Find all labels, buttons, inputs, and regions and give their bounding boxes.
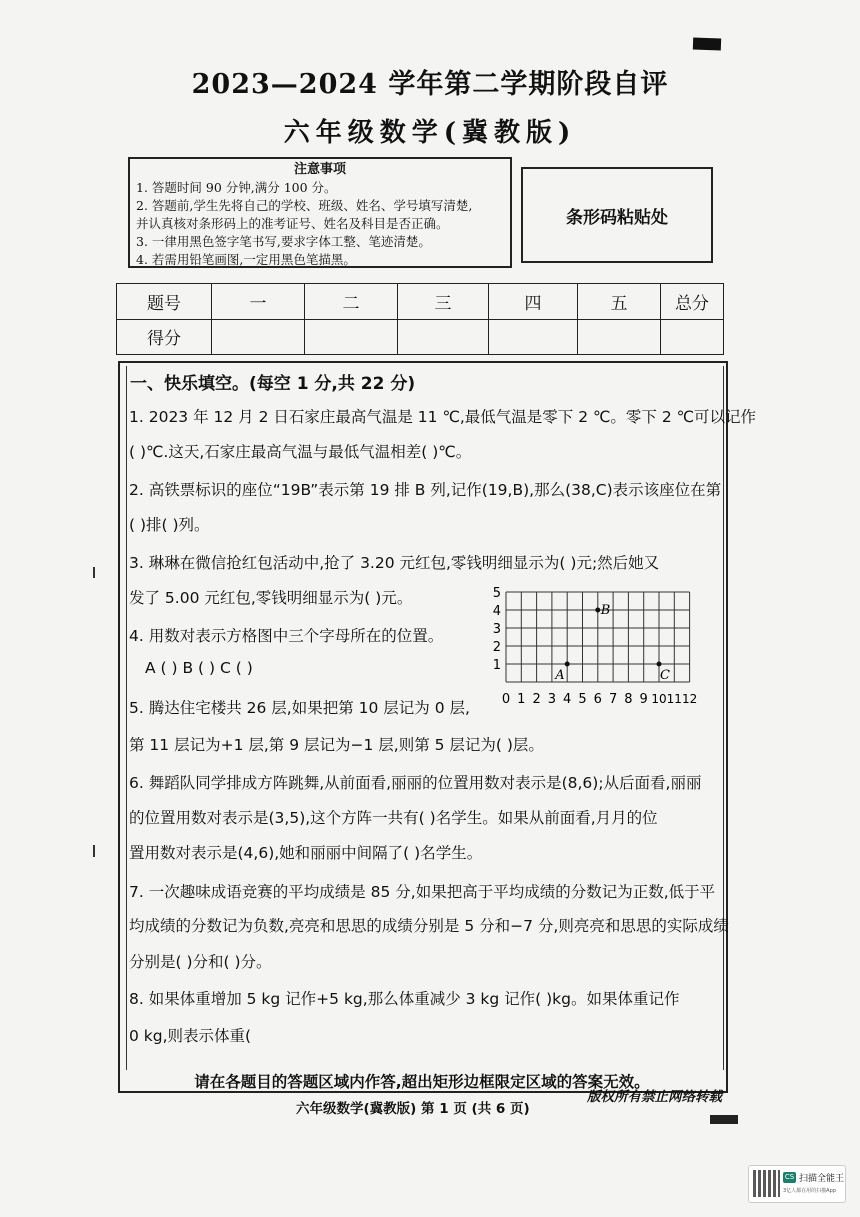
grid-point-b [595, 608, 600, 613]
notice-line: 2. 答题前,学生先将自己的学校、班级、姓名、学号填写清楚, [136, 198, 473, 213]
x-tick-label: 4 [563, 692, 572, 707]
coordinate-grid [488, 586, 700, 712]
scanner-badge: CS [784, 1173, 795, 1181]
y-tick-label: 1 [492, 658, 501, 673]
grid-point-label: C [660, 668, 670, 683]
score-cell: 五 [578, 284, 661, 320]
margin-mark [93, 567, 95, 578]
score-cell: 题号 [117, 284, 212, 320]
question-line: 8. 如果体重增加 5 kg 记作+5 kg,那么体重减少 3 kg 记作( )kg。如果体重记作 [129, 990, 680, 1008]
score-input[interactable] [661, 319, 724, 355]
question-line: ( )排( )列。 [129, 516, 210, 534]
notice-box [128, 157, 512, 268]
page-subtitle: 六年级数学(冀教版) [283, 118, 577, 148]
question-line: 发了 5.00 元红包,零钱明细显示为( )元。 [129, 589, 413, 607]
question-line: 置用数对表示是(4,6),她和丽丽中间隔了( )名学生。 [129, 844, 483, 862]
notice-line: 3. 一律用黑色签字笔书写,要求字体工整、笔迹清楚。 [136, 234, 431, 249]
y-tick-label: 2 [492, 640, 501, 655]
warning-text: 请在各题目的答题区域内作答,超出矩形边框限定区域的答案无效。 [194, 1073, 650, 1091]
score-cell: 三 [398, 284, 489, 320]
score-input[interactable] [489, 319, 578, 355]
question-line: 3. 琳琳在微信抢红包活动中,抢了 3.20 元红包,零钱明细显示为( )元;然后她又 [129, 554, 660, 572]
copyright-text: 版权所有禁止网络转载 [587, 1089, 722, 1105]
x-tick-label: 10 [651, 692, 667, 706]
y-tick-label: 3 [492, 622, 501, 637]
score-input[interactable] [305, 319, 398, 355]
grid-point-label: A [555, 668, 565, 683]
page-footer: 六年级数学(冀教版) 第 1 页 (共 6 页) [296, 1101, 530, 1117]
x-tick-label: 5 [578, 692, 587, 707]
grid-y-ticks [493, 586, 501, 673]
question-line: 分别是( )分和( )分。 [129, 953, 272, 971]
notice-line: 并认真核对条形码上的准考证号、姓名及科目是否正确。 [136, 216, 449, 231]
question-line: 4. 用数对表示方格图中三个字母所在的位置。 [129, 627, 444, 645]
x-tick-label: 11 [666, 692, 682, 706]
score-input[interactable] [212, 319, 305, 355]
question-line: A ( ) B ( ) C ( ) [145, 659, 253, 677]
question-line: 7. 一次趣味成语竞赛的平均成绩是 85 分,如果把高于平均成绩的分数记为正数,低于平 [129, 883, 716, 901]
scanner-subtitle: 3亿人都在用的扫描App [783, 1188, 836, 1194]
notice-line: 4. 若需用铅笔画图,一定用黑色笔描黑。 [136, 252, 356, 267]
footer-mark [710, 1115, 738, 1124]
barcode-label: 条形码粘贴处 [566, 207, 668, 228]
score-value-row [117, 319, 724, 355]
score-cell: 二 [305, 284, 398, 320]
barcode-area [521, 167, 713, 263]
x-tick-label: 9 [639, 692, 648, 707]
x-tick-label: 6 [593, 692, 602, 707]
x-tick-label: 8 [624, 692, 633, 707]
question-line: 1. 2023 年 12 月 2 日石家庄最高气温是 11 ℃,最低气温是零下 2 ℃。零下 2 ℃可以记作 [129, 408, 757, 426]
x-tick-label: 0 [501, 692, 511, 707]
grid-point-a [565, 662, 570, 667]
question-line: 均成绩的分数记为负数,亮亮和思思的成绩分别是 5 分和−7 分,则亮亮和思思的实际成绩 [129, 917, 729, 935]
score-cell: 总分 [661, 284, 724, 320]
grid-point-label: B [600, 603, 611, 618]
grid-x-ticks [502, 692, 697, 707]
x-tick-label: 7 [608, 692, 618, 707]
score-input[interactable] [398, 319, 489, 355]
question-line: 第 11 层记为+1 层,第 9 层记为−1 层,则第 5 层记为( )层。 [129, 736, 544, 754]
section-title: 一、快乐填空。(每空 1 分,共 22 分) [130, 374, 416, 394]
scanner-watermark [748, 1165, 846, 1203]
page-title: 2023—2024 学年第二学期阶段自评 [191, 69, 669, 100]
y-tick-label: 5 [492, 586, 501, 601]
question-line: 6. 舞蹈队同学排成方阵跳舞,从前面看,丽丽的位置用数对表示是(8,6);从后面看,丽丽 [129, 774, 702, 792]
x-tick-label: 12 [681, 692, 698, 706]
x-tick-label: 2 [532, 692, 541, 707]
scanner-name: 扫描全能王 [799, 1174, 845, 1184]
score-cell: 四 [489, 284, 578, 320]
margin-mark [93, 845, 95, 857]
corner-mark [693, 38, 721, 51]
question-line: 2. 高铁票标识的座位“19B”表示第 19 排 B 列,记作(19,B),那么(38,C)表示该座位在第 [129, 481, 722, 499]
score-cell: 得分 [117, 319, 212, 355]
question-line: 的位置用数对表示是(3,5),这个方阵一共有( )名学生。如果从前面看,月月的位 [129, 809, 658, 827]
question-line: 5. 腾达住宅楼共 26 层,如果把第 10 层记为 0 层, [129, 699, 470, 717]
score-cell: 一 [212, 284, 305, 320]
grid-point-c [657, 662, 662, 667]
qr-code-icon [753, 1170, 780, 1197]
notice-title: 注意事项 [293, 162, 346, 177]
score-input[interactable] [578, 319, 661, 355]
question-line: ( )℃.这天,石家庄最高气温与最低气温相差( )℃。 [129, 443, 472, 461]
x-tick-label: 1 [517, 692, 526, 707]
notice-line: 1. 答题时间 90 分钟,满分 100 分。 [136, 180, 337, 195]
question-line: 0 kg,则表示体重( [129, 1027, 252, 1045]
y-tick-label: 4 [492, 604, 501, 619]
grid-points [554, 603, 670, 683]
x-tick-label: 3 [547, 692, 557, 707]
score-table [116, 283, 724, 355]
score-header-row [117, 284, 724, 320]
